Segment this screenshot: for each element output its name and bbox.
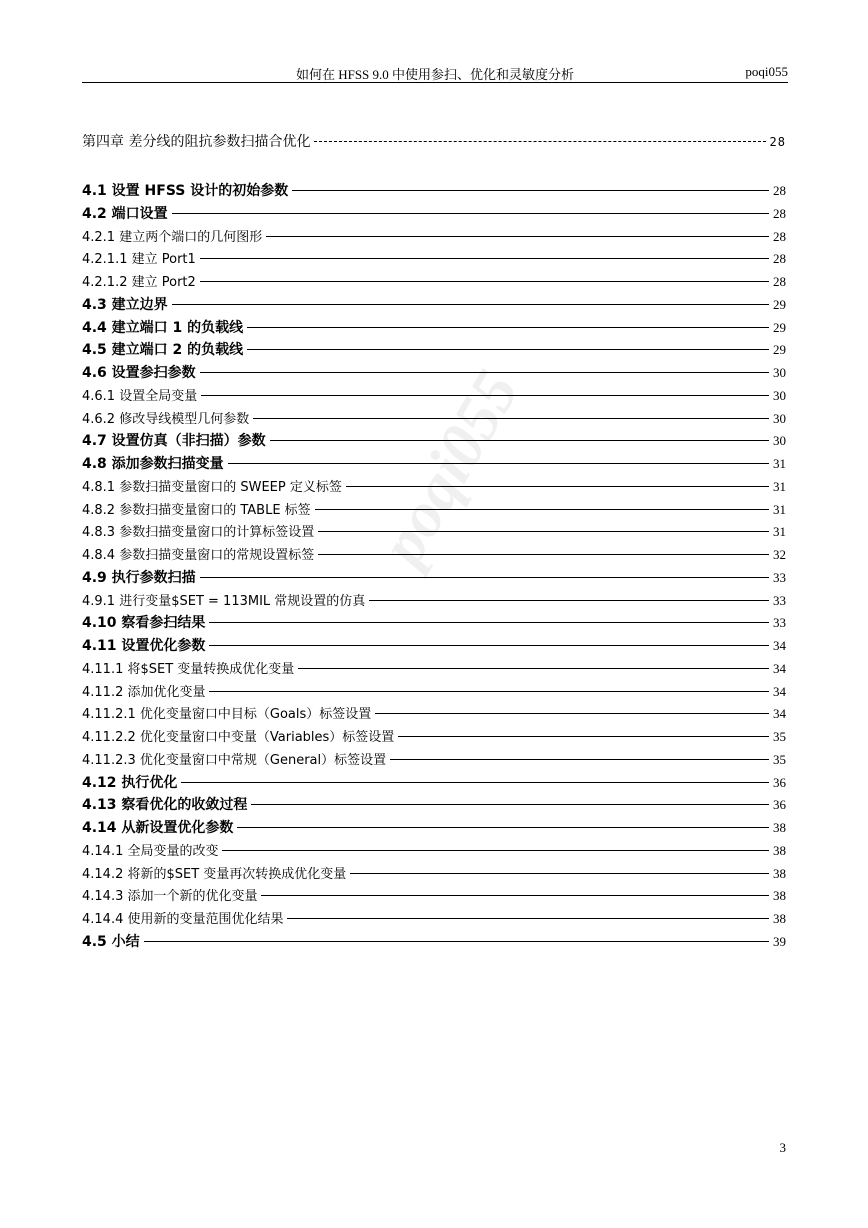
- toc-entry-label: 4.11.2.3 优化变量窗口中常规（General）标签设置: [82, 752, 387, 768]
- toc-entry-label: 4.2.1 建立两个端口的几何图形: [82, 229, 263, 245]
- toc-entry[interactable]: [82, 522, 786, 542]
- toc-entry[interactable]: [82, 249, 786, 269]
- toc-entry-page: 29: [773, 296, 786, 312]
- toc-entry-label: 4.14.3 添加一个新的优化变量: [82, 889, 258, 905]
- toc-entry-label: 4.7 设置仿真（非扫描）参数: [82, 433, 266, 450]
- toc-entry[interactable]: [82, 227, 786, 247]
- toc-leader-line: [200, 577, 769, 578]
- toc-entry-label: 第四章 差分线的阻抗参数扫描合优化: [82, 134, 311, 150]
- toc-leader-line: [375, 713, 769, 714]
- toc-entry-page: 35: [773, 751, 786, 767]
- toc-entry[interactable]: [82, 636, 786, 656]
- toc-entry-page: 30: [773, 387, 786, 403]
- toc-entry[interactable]: [82, 431, 786, 451]
- toc-entry-page: 34: [773, 660, 786, 676]
- toc-entry-label: 4.14.2 将新的$SET 变量再次转换成优化变量: [82, 866, 347, 882]
- toc-leader-line: [266, 236, 769, 237]
- toc-leader-line: [270, 440, 769, 441]
- toc-entry[interactable]: [82, 386, 786, 406]
- toc-leader-line: [200, 258, 769, 259]
- toc-leader-line: [172, 304, 769, 305]
- toc-entry-page: 33: [773, 592, 786, 608]
- toc-entry-page: 32: [773, 547, 786, 562]
- toc-entry-page: 36: [773, 797, 786, 813]
- toc-entry[interactable]: [82, 750, 786, 770]
- toc-entry[interactable]: [82, 659, 786, 679]
- toc-entry[interactable]: [82, 500, 786, 520]
- toc-entry-label: 4.11.2.1 优化变量窗口中目标（Goals）标签设置: [82, 707, 372, 723]
- toc-leader-line: [253, 418, 769, 419]
- toc-leader-line: [181, 782, 769, 783]
- toc-entry-label: 4.9.1 进行变量$SET = 113MIL 常规设置的仿真: [82, 593, 366, 609]
- toc-entry-label: 4.2.1.1 建立 Port1: [82, 252, 196, 268]
- toc-leader-line: [314, 141, 765, 142]
- toc-entry[interactable]: [82, 318, 786, 338]
- toc-entry-page: 35: [773, 729, 786, 744]
- toc-entry-page: 38: [773, 820, 786, 835]
- toc-entry[interactable]: [82, 454, 786, 474]
- watermark: poqi055: [365, 358, 533, 576]
- toc-leader-line: [287, 918, 769, 919]
- toc-entry-page: 29: [773, 319, 786, 335]
- toc-entry-page: 31: [773, 478, 786, 494]
- toc-leader-line: [292, 190, 769, 191]
- toc-entry-page: 28: [769, 135, 786, 149]
- toc-entry-page: 29: [773, 342, 786, 358]
- toc-entry[interactable]: [82, 727, 786, 747]
- toc-entry-page: 30: [773, 365, 786, 380]
- toc-entry-page: 30: [773, 433, 786, 449]
- toc-entry-label: 4.2 端口设置: [82, 205, 168, 222]
- toc-entry-label: 4.5 建立端口 2 的负载线: [82, 342, 244, 359]
- toc-entry-label: 4.8.1 参数扫描变量窗口的 SWEEP 定义标签: [82, 479, 342, 495]
- toc-leader-line: [298, 668, 769, 669]
- header-title: 如何在 HFSS 9.0 中使用参扫、优化和灵敏度分析: [295, 67, 575, 82]
- toc-leader-line: [144, 941, 769, 942]
- toc-leader-line: [200, 372, 769, 373]
- toc-leader-line: [209, 691, 769, 692]
- toc-entry[interactable]: [82, 568, 786, 588]
- toc-leader-line: [398, 736, 769, 737]
- toc-entry-page: 34: [773, 706, 786, 722]
- toc-entry-page: 39: [773, 933, 786, 949]
- toc-leader-line: [390, 759, 769, 760]
- toc-entry[interactable]: [82, 864, 786, 884]
- toc-entry-page: 28: [773, 274, 786, 289]
- toc-entry-page: 38: [773, 888, 786, 904]
- toc-entry[interactable]: [82, 272, 786, 292]
- toc-leader-line: [209, 622, 769, 623]
- toc-entry-page: 34: [773, 638, 786, 653]
- toc-leader-line: [318, 531, 769, 532]
- toc-entry-label: 4.8.2 参数扫描变量窗口的 TABLE 标签: [82, 502, 311, 518]
- toc-entry-label: 4.13 察看优化的收敛过程: [82, 797, 248, 814]
- toc-entry-label: 4.4 建立端口 1 的负载线: [82, 319, 244, 336]
- toc-entry-label: 4.8.4 参数扫描变量窗口的常规设置标签: [82, 548, 315, 563]
- toc-leader-line: [346, 486, 769, 487]
- toc-entry[interactable]: [82, 704, 786, 724]
- toc-entry-label: 4.11.2.2 优化变量窗口中变量（Variables）标签设置: [82, 730, 395, 745]
- toc-leader-line: [222, 850, 769, 851]
- toc-entry[interactable]: [82, 613, 786, 633]
- toc-entry[interactable]: [82, 181, 786, 201]
- toc-leader-line: [172, 213, 769, 214]
- toc-entry-page: 33: [773, 569, 786, 585]
- toc-entry-page: 30: [773, 410, 786, 426]
- toc-entry-page: 38: [773, 911, 786, 926]
- toc-entry-label: 4.11 设置优化参数: [82, 638, 206, 654]
- page-header: [82, 62, 788, 83]
- toc-entry[interactable]: [82, 795, 786, 815]
- toc-leader-line: [261, 895, 769, 896]
- toc-entry-page: 36: [773, 774, 786, 790]
- toc-entry[interactable]: [82, 909, 786, 929]
- toc-leader-line: [237, 827, 769, 828]
- toc-entry[interactable]: [82, 204, 786, 224]
- toc-entry-page: 34: [773, 683, 786, 699]
- toc-entry-page: 31: [773, 524, 786, 540]
- toc-entry[interactable]: [82, 545, 786, 565]
- toc-entry-label: 4.2.1.2 建立 Port2: [82, 275, 196, 290]
- toc-entry[interactable]: [82, 932, 786, 952]
- toc-entry-page: 28: [773, 205, 786, 221]
- toc-leader-line: [369, 600, 769, 601]
- toc-leader-line: [200, 281, 769, 282]
- toc-leader-line: [201, 395, 769, 396]
- toc-entry-page: 31: [773, 456, 786, 471]
- page-number: 3: [779, 1140, 786, 1155]
- toc-entry[interactable]: [82, 132, 786, 152]
- toc-entry-label: 4.1 设置 HFSS 设计的初始参数: [82, 183, 289, 199]
- toc-entry[interactable]: [82, 818, 786, 838]
- header-author: poqi055: [745, 64, 788, 79]
- toc-entry-label: 4.8.3 参数扫描变量窗口的计算标签设置: [82, 525, 315, 541]
- toc-entry-label: 4.12 执行优化: [82, 774, 178, 791]
- toc-entry-page: 33: [773, 615, 786, 631]
- toc-leader-line: [247, 349, 769, 350]
- toc-entry[interactable]: [82, 841, 786, 861]
- toc-entry-label: 4.6.1 设置全局变量: [82, 388, 198, 404]
- toc-entry-label: 4.10 察看参扫结果: [82, 615, 206, 632]
- toc-leader-line: [209, 645, 769, 646]
- toc-leader-line: [350, 873, 769, 874]
- toc-entry-label: 4.9 执行参数扫描: [82, 569, 196, 586]
- toc-entry-page: 28: [773, 183, 786, 198]
- toc-entry-label: 4.6 设置参扫参数: [82, 365, 196, 381]
- toc-entry-label: 4.11.2 添加优化变量: [82, 684, 206, 700]
- toc-leader-line: [228, 463, 769, 464]
- toc-entry-label: 4.14.1 全局变量的改变: [82, 843, 219, 859]
- toc-entry[interactable]: [82, 409, 786, 429]
- toc-entry-label: 4.6.2 修改导线模型几何参数: [82, 411, 250, 427]
- toc-entry[interactable]: [82, 682, 786, 702]
- toc-entry-label: 4.14 从新设置优化参数: [82, 820, 234, 836]
- toc-leader-line: [318, 554, 769, 555]
- toc-entry[interactable]: [82, 591, 786, 611]
- toc-entry[interactable]: [82, 477, 786, 497]
- toc-entry[interactable]: [82, 295, 786, 315]
- toc-entry-page: 31: [773, 501, 786, 517]
- toc-entry-page: 38: [773, 865, 786, 881]
- toc-entry-page: 38: [773, 842, 786, 858]
- toc-entry[interactable]: [82, 773, 786, 793]
- toc-entry-page: 28: [773, 251, 786, 267]
- toc-leader-line: [251, 804, 769, 805]
- toc-entry-label: 4.5 小结: [82, 933, 140, 950]
- toc-entry[interactable]: [82, 340, 786, 360]
- toc-entry[interactable]: [82, 363, 786, 383]
- toc-leader-line: [247, 327, 769, 328]
- toc-entry[interactable]: [82, 886, 786, 906]
- toc-entry-label: 4.8 添加参数扫描变量: [82, 456, 224, 472]
- toc-entry-page: 28: [773, 228, 786, 244]
- toc-entry-label: 4.3 建立边界: [82, 296, 168, 313]
- toc-leader-line: [315, 509, 769, 510]
- toc-entry-label: 4.14.4 使用新的变量范围优化结果: [82, 912, 284, 927]
- toc-entry-label: 4.11.1 将$SET 变量转换成优化变量: [82, 661, 295, 677]
